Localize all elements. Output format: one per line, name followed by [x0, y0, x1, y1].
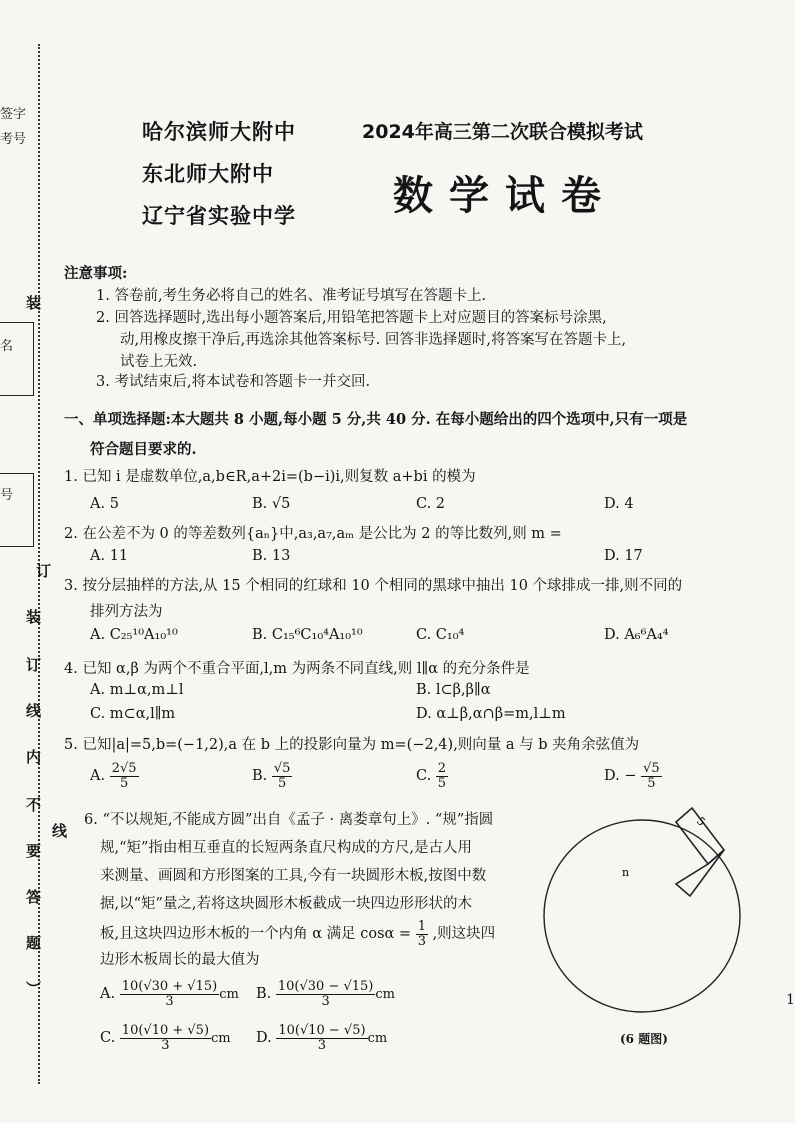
- q2-option-a: A. 11: [90, 548, 129, 564]
- section-heading-cont: 符合题目要求的.: [90, 441, 197, 458]
- name-label: 名: [0, 339, 14, 354]
- square-ruler-long-arm: [676, 850, 724, 896]
- q5-option-c: C. $\frac{2}{5}$: [416, 761, 447, 791]
- q1-option-c: C. 2: [416, 496, 446, 512]
- figure-label-n: n: [622, 866, 630, 879]
- q4-option-d: D. α⊥β,α∩β=m,l⊥m: [416, 706, 566, 722]
- margin-char: 线: [26, 702, 42, 720]
- q2-option-d: D. 17: [604, 548, 643, 564]
- q6-line: 据,以“矩”量之,若将这块圆形木板截成一块四边形形状的木: [100, 896, 473, 912]
- q4-option-c: C. m⊂α,l∥m: [90, 706, 176, 722]
- page-number: 1: [786, 992, 795, 1008]
- margin-char: 要: [26, 842, 42, 860]
- q4-stem: 4. 已知 α,β 为两个不重合平面,l,m 为两条不同直线,则 l∥α 的充分条件是: [64, 661, 530, 677]
- q2-option-b: B. 13: [252, 548, 291, 564]
- q5-option-b: B. $\frac{√5}{5}$: [252, 761, 291, 791]
- q5-option-a: A. $\frac{2√5}{5}$: [90, 761, 137, 791]
- margin-char: ︶: [26, 980, 42, 998]
- margin-char: 订: [26, 656, 42, 674]
- q4-option-a: A. m⊥α,m⊥l: [90, 682, 184, 698]
- margin-char: 不: [26, 796, 42, 814]
- q6-line-cos: 板,且这块四边形木板的一个内角 α 满足 cosα = $\frac{1}{3}$ ,则这块四: [100, 919, 496, 949]
- q3-stem: 3. 按分层抽样的方法,从 15 个相同的红球和 10 个相同的黑球中抽出 10 个球排成一排,则不同的: [64, 578, 683, 594]
- margin-char: 装: [26, 608, 42, 626]
- q6-option-d: D. $\frac{10(√10 - √5)}{3}$ cm: [256, 1023, 388, 1053]
- q3-stem-cont: 排列方法为: [90, 604, 163, 620]
- subject-title: 数学试卷: [393, 173, 617, 219]
- exam-title: 2024年高三第二次联合模拟考试: [362, 121, 643, 143]
- q6-line: 规,“矩”指由相互垂直的长短两条直尺构成的方尺,是古人用: [100, 840, 473, 856]
- q2-stem: 2. 在公差不为 0 的等差数列{aₙ}中,a₃,a₇,aₘ 是公比为 2 的等比数列,则 m =: [64, 526, 562, 542]
- section-heading: 一、单项选择题:本大题共 8 小题,每小题 5 分,共 40 分. 在每小题给出的四个选项中,只有一项是: [64, 411, 688, 428]
- q6-line: 边形木板周长的最大值为: [100, 952, 260, 968]
- seat-label: 号: [0, 488, 14, 503]
- q6-option-b: B. $\frac{10(√30 - √15)}{3}$ cm: [256, 979, 395, 1009]
- q1-stem: 1. 已知 i 是虚数单位,a,b∈R,a+2i=(b−i)i,则复数 a+bi 的模为: [64, 469, 476, 485]
- q6-option-c: C. $\frac{10(√10 + √5)}{3}$ cm: [100, 1023, 231, 1053]
- school-name: 东北师大附中: [142, 162, 274, 186]
- notice-line: 动,用橡皮擦干净后,再选涂其他答案标号. 回答非选择题时,将答案写在答题卡上,: [120, 332, 627, 348]
- q1-option-a: A. 5: [90, 496, 119, 512]
- figure-caption: (6 题图): [620, 1032, 668, 1046]
- name-box: [0, 322, 34, 396]
- q6-line: 6. “不以规矩,不能成方圆”出自《孟子 · 离娄章句上》. “规”指圆: [84, 812, 494, 828]
- margin-char: 题: [26, 934, 42, 952]
- margin-label-sign: 签字: [0, 107, 27, 122]
- q6-option-a: A. $\frac{10(√30 + √15)}{3}$ cm: [100, 979, 239, 1009]
- margin-char: 订: [36, 562, 52, 580]
- q5-option-d: D. − $\frac{√5}{5}$: [604, 761, 660, 791]
- notice-line: 3. 考试结束后,将本试卷和答题卡一并交回.: [96, 374, 371, 390]
- q6-line: 来测量、画圆和方形图案的工具,今有一块圆形木板,按图中数: [100, 868, 487, 884]
- notice-line: 试卷上无效.: [120, 354, 198, 370]
- notice-line: 2. 回答选择题时,选出每小题答案后,用铅笔把答题卡上对应题目的答案标号涂黑,: [96, 310, 607, 326]
- school-name: 辽宁省实验中学: [142, 204, 296, 228]
- figure-label-5: 5: [694, 814, 708, 829]
- margin-char: 线: [52, 822, 68, 840]
- q1-option-d: D. 4: [604, 496, 634, 512]
- q3-option-d: D. A₆⁶A₄⁴: [604, 627, 669, 643]
- q3-option-a: A. C₂₅¹⁰A₁₀¹⁰: [90, 627, 178, 643]
- notice-title: 注意事项:: [64, 265, 128, 282]
- circle-board: [544, 820, 740, 1012]
- q1-option-b: B. √5: [252, 496, 291, 512]
- margin-char: 答: [26, 888, 42, 906]
- school-name: 哈尔滨师大附中: [142, 120, 296, 144]
- q3-option-b: B. C₁₅⁶C₁₀⁴A₁₀¹⁰: [252, 627, 363, 643]
- q5-stem: 5. 已知|a|=5,b=(−1,2),a 在 b 上的投影向量为 m=(−2,4),则向量 a 与 b 夹角余弦值为: [64, 737, 640, 753]
- margin-char: 装: [26, 294, 42, 312]
- margin-label-examno: 考号: [0, 132, 27, 147]
- margin-char: 内: [26, 748, 42, 766]
- notice-line: 1. 答卷前,考生务必将自己的姓名、准考证号填写在答题卡上.: [96, 288, 487, 304]
- q6-figure: [540, 790, 760, 1030]
- q4-option-b: B. l⊂β,β∥α: [416, 682, 491, 698]
- q3-option-c: C. C₁₀⁴: [416, 627, 465, 643]
